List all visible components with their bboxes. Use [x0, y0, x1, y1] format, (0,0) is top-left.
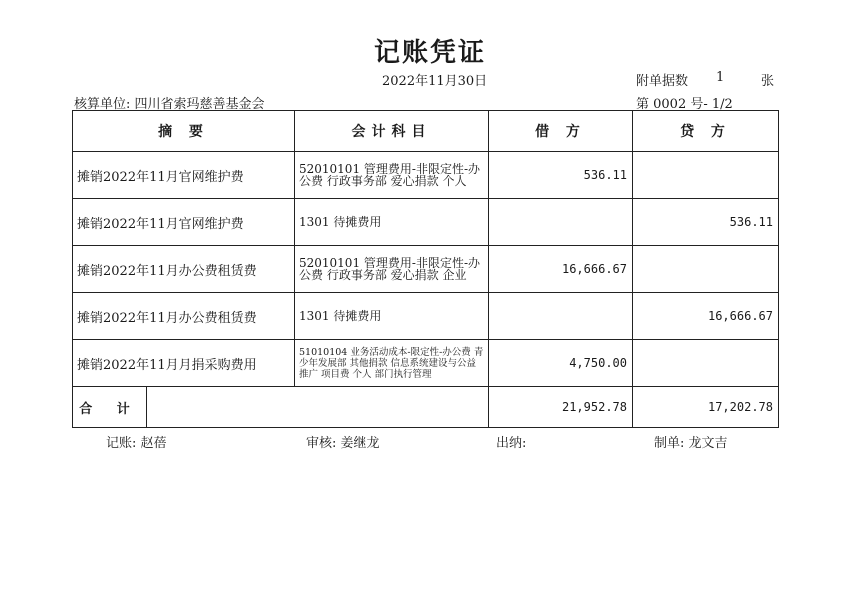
header-summary: 摘 要 [73, 111, 295, 152]
row-summary: 摊销2022年11月办公费租赁费 [73, 293, 295, 340]
header-credit: 贷 方 [633, 111, 779, 152]
table-header-row [73, 111, 779, 152]
row-account: 52010101 管理费用-非限定性-办公费 行政事务部 爱心捐款 个人 [295, 152, 489, 199]
table-row [73, 340, 779, 387]
row-account: 1301 待摊费用 [295, 199, 489, 246]
row-summary: 摊销2022年11月官网维护费 [73, 152, 295, 199]
row-debit [489, 199, 633, 246]
row-credit: 16,666.67 [633, 293, 779, 340]
attachments-count: 1 [716, 70, 725, 85]
table-row [73, 246, 779, 293]
row-debit: 4,750.00 [489, 340, 633, 387]
auditor-signature: 审核: 姜继龙 [306, 436, 380, 451]
table-row [73, 199, 779, 246]
accounting-unit: 核算单位: 四川省索玛慈善基金会 [74, 97, 265, 112]
row-summary: 摊销2022年11月办公费租赁费 [73, 246, 295, 293]
row-credit: 536.11 [633, 199, 779, 246]
voucher-table [72, 110, 779, 428]
bookkeeper-signature: 记账: 赵蓓 [106, 436, 167, 451]
row-summary: 摊销2022年11月官网维护费 [73, 199, 295, 246]
attachments-unit: 张 [761, 74, 775, 89]
row-account: 52010101 管理费用-非限定性-办公费 行政事务部 爱心捐款 企业 [295, 246, 489, 293]
table-row [73, 152, 779, 199]
preparer-signature: 制单: 龙文吉 [654, 436, 728, 451]
row-debit: 536.11 [489, 152, 633, 199]
table-row [73, 293, 779, 340]
total-blank [147, 387, 489, 428]
row-account: 51010104 业务活动成本-限定性-办公费 青少年发展部 其他捐款 信息系统建设与公益推广 项目费 个人 部门执行管理 [295, 340, 489, 387]
attachments-label: 附单据数 [636, 74, 689, 89]
header-debit: 借 方 [489, 111, 633, 152]
cashier-signature: 出纳: [496, 436, 527, 451]
voucher-number: 第 0002 号- 1/2 [636, 97, 733, 112]
voucher-title: 记账凭证 [373, 38, 486, 68]
total-label: 合 计 [73, 387, 147, 428]
row-credit [633, 246, 779, 293]
row-summary: 摊销2022年11月月捐采购费用 [73, 340, 295, 387]
total-debit: 21,952.78 [489, 387, 633, 428]
row-debit: 16,666.67 [489, 246, 633, 293]
row-credit [633, 152, 779, 199]
row-debit [489, 293, 633, 340]
row-account: 1301 待摊费用 [295, 293, 489, 340]
header-account: 会计科目 [295, 111, 489, 152]
total-row [73, 387, 779, 428]
voucher-date: 2022年11月30日 [382, 74, 488, 89]
total-credit: 17,202.78 [633, 387, 779, 428]
row-credit [633, 340, 779, 387]
